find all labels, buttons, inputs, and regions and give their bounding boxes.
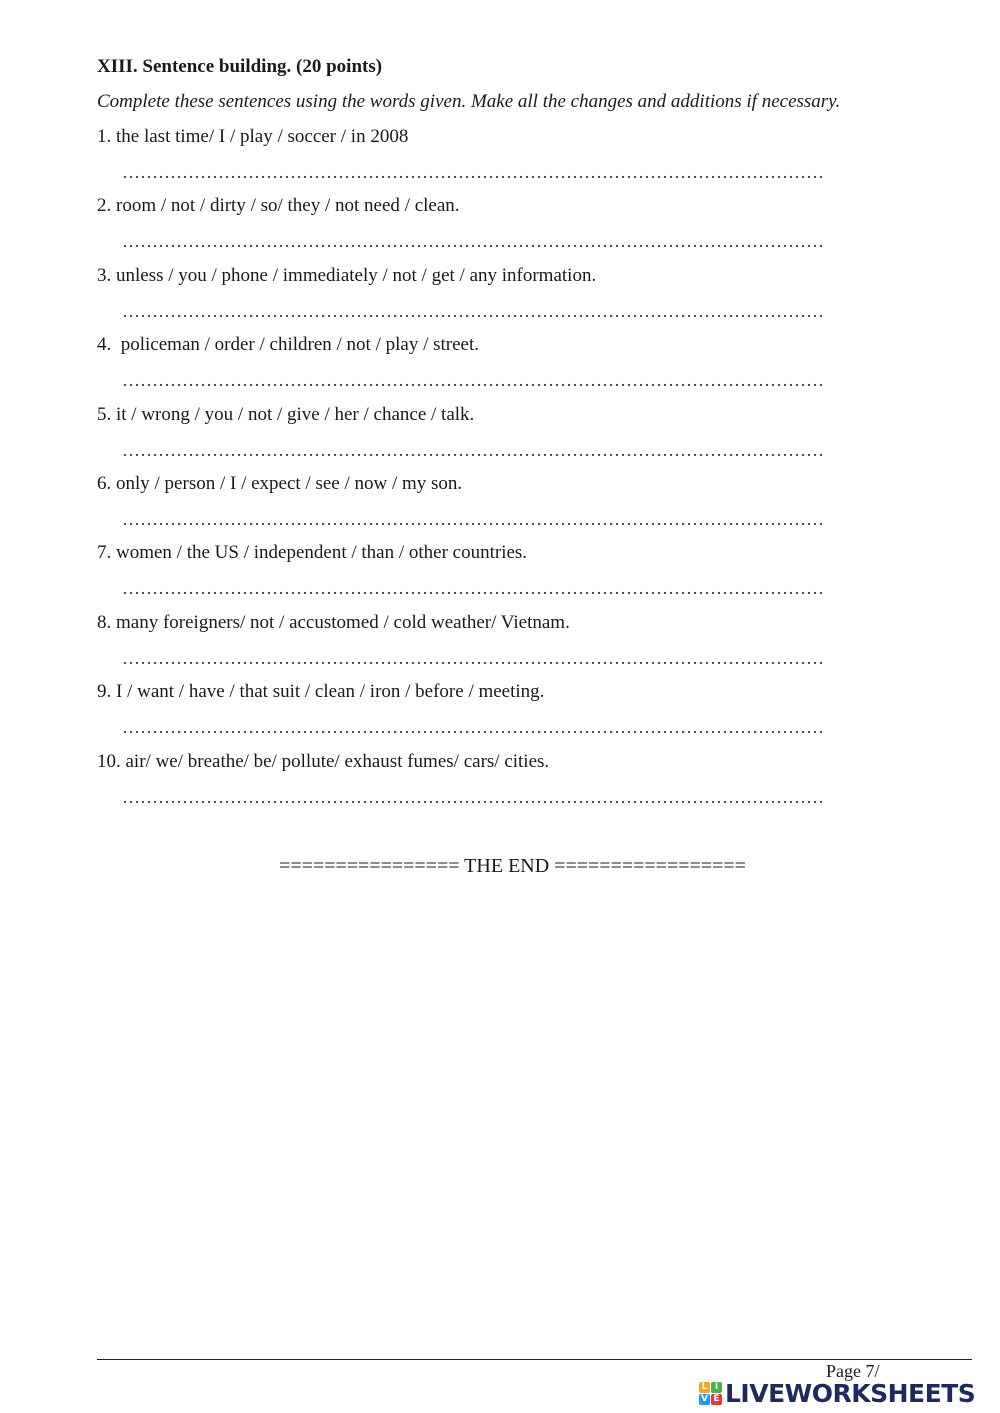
answer-line[interactable]: ………………………………………………………………………………………………………: [122, 578, 824, 599]
exercise-item: [97, 751, 889, 820]
exercise-item: [97, 404, 889, 473]
exercise-item: [97, 473, 889, 542]
exercise-prompt: 3. unless / you / phone / immediately / not / get / any information.: [97, 264, 597, 286]
section-heading: XIII. Sentence building. (20 points): [97, 56, 383, 77]
logo-mark-tile: E: [711, 1394, 722, 1405]
answer-line[interactable]: ………………………………………………………………………………………………………: [122, 370, 824, 391]
answer-line[interactable]: ………………………………………………………………………………………………………: [122, 439, 824, 460]
answer-line[interactable]: ………………………………………………………………………………………………………: [122, 786, 824, 807]
exercise-item: [97, 126, 889, 195]
answer-line[interactable]: ………………………………………………………………………………………………………: [122, 231, 824, 252]
logo-text: LIVEWORKSHEETS: [725, 1378, 976, 1408]
instruction-text: Complete these sentences using the words given. Make all the changes and additions if necessary.: [97, 91, 841, 112]
logo-mark-tile: L: [699, 1382, 710, 1393]
exercise-item: [97, 612, 889, 681]
logo-mark-tile: I: [711, 1382, 722, 1393]
exercise-prompt: 6. only / person / I / expect / see / now / my son.: [97, 472, 463, 494]
the-end-banner: ================ THE END =================: [279, 855, 746, 877]
exercise-item: [97, 195, 889, 264]
answer-line[interactable]: ………………………………………………………………………………………………………: [122, 162, 824, 182]
exercise-prompt: 1. the last time/ I / play / soccer / in 2008: [97, 126, 409, 147]
exercise-item: [97, 542, 889, 611]
footer-divider: [97, 1359, 972, 1360]
page-number: Page 7/: [826, 1361, 880, 1381]
exercise-prompt: 7. women / the US / independent / than / other countries.: [97, 542, 528, 564]
exercise-item: [97, 681, 889, 750]
logo-mark-tile: V: [699, 1394, 710, 1405]
exercise-item: [97, 334, 889, 403]
exercise-prompt: 2. room / not / dirty / so/ they / not need / clean.: [97, 195, 460, 217]
exercise-item: [97, 265, 889, 334]
exercise-prompt: 10. air/ we/ breathe/ be/ pollute/ exhaust fumes/ cars/ cities.: [97, 750, 550, 772]
exercise-prompt: 5. it / wrong / you / not / give / her / chance / talk.: [97, 403, 475, 425]
exercise-list: [97, 126, 889, 820]
exercise-prompt: 9. I / want / have / that suit / clean / iron / before / meeting.: [97, 681, 545, 703]
answer-line[interactable]: ………………………………………………………………………………………………………: [122, 717, 824, 738]
answer-line[interactable]: ………………………………………………………………………………………………………: [122, 300, 824, 321]
exercise-prompt: 8. many foreigners/ not / accustomed / cold weather/ Vietnam.: [97, 611, 570, 633]
logo-mark-icon: [699, 1382, 722, 1405]
answer-line[interactable]: ………………………………………………………………………………………………………: [122, 508, 824, 529]
liveworksheets-logo: [699, 1378, 975, 1408]
exercise-prompt: 4. policeman / order / children / not / play / street.: [97, 334, 480, 356]
answer-line[interactable]: ………………………………………………………………………………………………………: [122, 647, 824, 668]
